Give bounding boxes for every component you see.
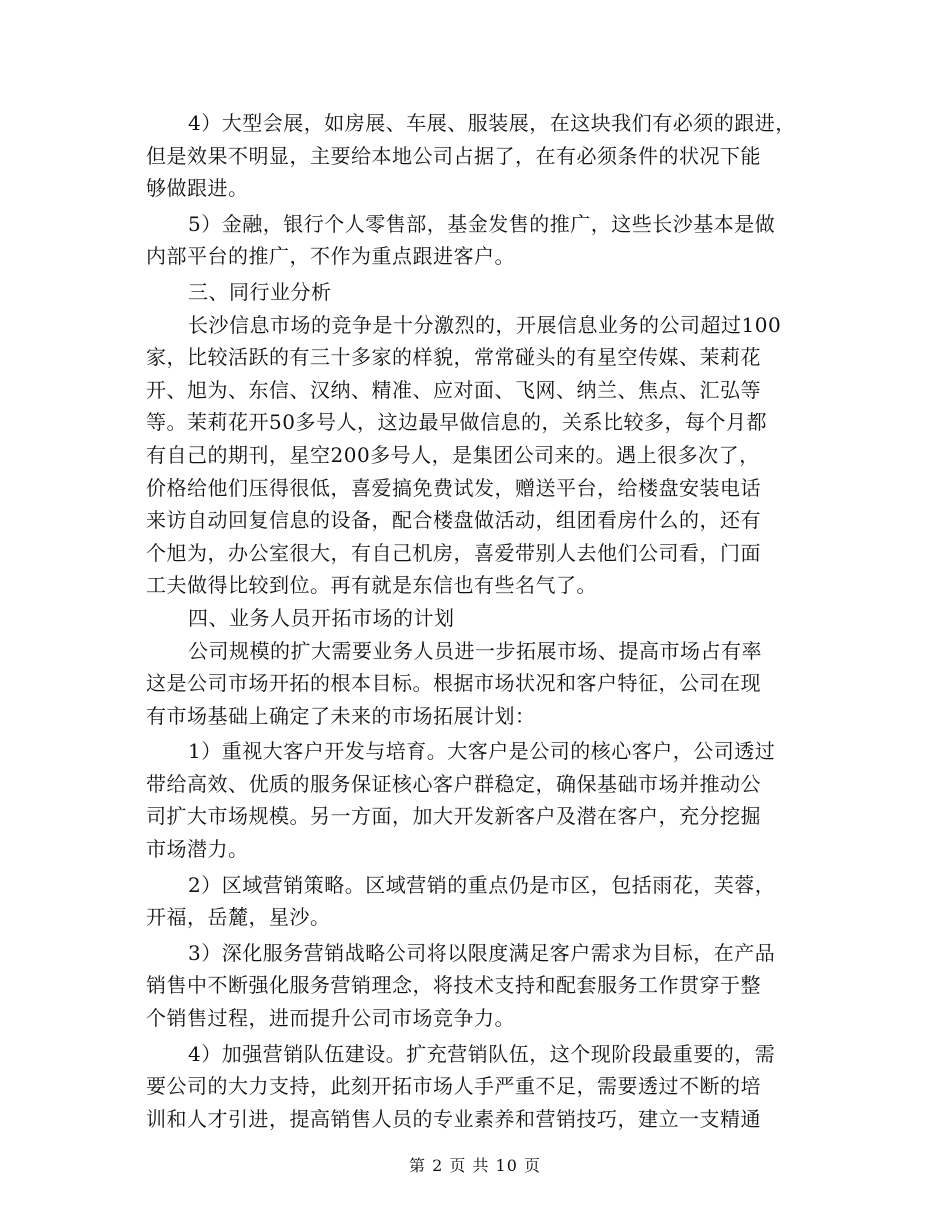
text-line: 5）金融，银行个人零售部，基金发售的推广，这些长沙基本是做 (188, 211, 776, 236)
document-body (146, 107, 816, 1135)
text-line: 家，比较活跃的有三十多家的样貌，常常碰头的有星空传媒、茉莉花 (146, 345, 761, 370)
text-line: 销售中不断强化服务营销理念，将技术支持和配套服务工作贯穿于整 (146, 973, 761, 998)
text-line: 公司规模的扩大需要业务人员进一步拓展市场、提高市场占有率 (188, 638, 762, 663)
text-line: 但是效果不明显，主要给本地公司占据了，在有必须条件的状况下能 (146, 143, 761, 168)
text-line: 训和人才引进，提高销售人员的专业素养和营销技巧，建立一支精通 (146, 1106, 761, 1131)
text-line: 2）区域营销策略。区域营销的重点仍是市区，包括雨花，芙蓉， (188, 872, 776, 897)
paragraph-service (146, 937, 816, 1035)
text-line: 要公司的大力支持，此刻开拓市场人手严重不足，需要透过不断的培 (146, 1074, 761, 1099)
paragraph-exhibitions (146, 107, 816, 205)
text-line: 内部平台的推广，不作为重点跟进客户。 (146, 244, 515, 269)
text-line: 开、旭为、东信、汉纳、精准、应对面、飞网、纳兰、焦点、汇弘等 (146, 377, 761, 402)
paragraph-finance (146, 208, 816, 273)
text-line: 1）重视大客户开发与培育。大客户是公司的核心客户，公司透过 (188, 739, 776, 764)
text-line: 个销售过程，进而提升公司市场竞争力。 (146, 1006, 515, 1031)
text-line: 工夫做得比较到位。再有就是东信也有些名气了。 (146, 573, 597, 598)
paragraph-regional (146, 869, 816, 934)
section-heading: 四、业务人员开拓市场的计划 (188, 605, 455, 630)
text-line: 够做跟进。 (146, 176, 249, 201)
text-line: 来访自动回复信息的设备，配合楼盘做活动，组团看房什么的，还有 (146, 508, 761, 533)
text-line: 等。茉莉花开50多号人，这边最早做信息的，关系比较多，每个月都 (146, 410, 767, 435)
paragraph-team (146, 1038, 816, 1136)
page-number-footer: 第 2 页 共 10 页 (409, 1156, 541, 1175)
paragraph-company-scale (146, 635, 816, 733)
text-line: 有自己的期刊，星空200多号人，是集团公司来的。遇上很多次了， (146, 442, 760, 467)
paragraph-key-clients (146, 735, 816, 865)
text-line: 开福，岳麓，星沙。 (146, 905, 331, 930)
text-line: 价格给他们压得很低，喜爱搞免费试发，赠送平台，给楼盘安装电话 (146, 475, 761, 500)
text-line: 4）大型会展，如房展、车展、服装展，在这块我们有必须的跟进， (188, 111, 796, 135)
text-line: 带给高效、优质的服务保证核心客户群稳定，确保基础市场并推动公 (146, 771, 761, 796)
text-line: 司扩大市场规模。另一方面，加大开发新客户及潜在客户，充分挖掘 (146, 804, 761, 829)
heading-industry-analysis (146, 276, 816, 309)
text-line: 有市场基础上确定了未来的市场拓展计划： (146, 703, 536, 728)
section-heading: 三、同行业分析 (188, 279, 332, 304)
paragraph-competition (146, 309, 816, 602)
text-line: 长沙信息市场的竞争是十分激烈的，开展信息业务的公司超过100 (188, 312, 782, 337)
text-line: 市场潜力。 (146, 837, 249, 862)
text-line: 个旭为，办公室很大，有自己机房，喜爱带别人去他们公司看，门面 (146, 540, 761, 565)
text-line: 3）深化服务营销战略公司将以限度满足客户需求为目标，在产品 (188, 940, 776, 965)
text-line: 这是公司市场开拓的根本目标。根据市场状况和客户特征，公司在现 (146, 671, 761, 696)
heading-market-plan (146, 602, 816, 635)
text-line: 4）加强营销队伍建设。扩充营销队伍，这个现阶段最重要的，需 (188, 1041, 776, 1066)
